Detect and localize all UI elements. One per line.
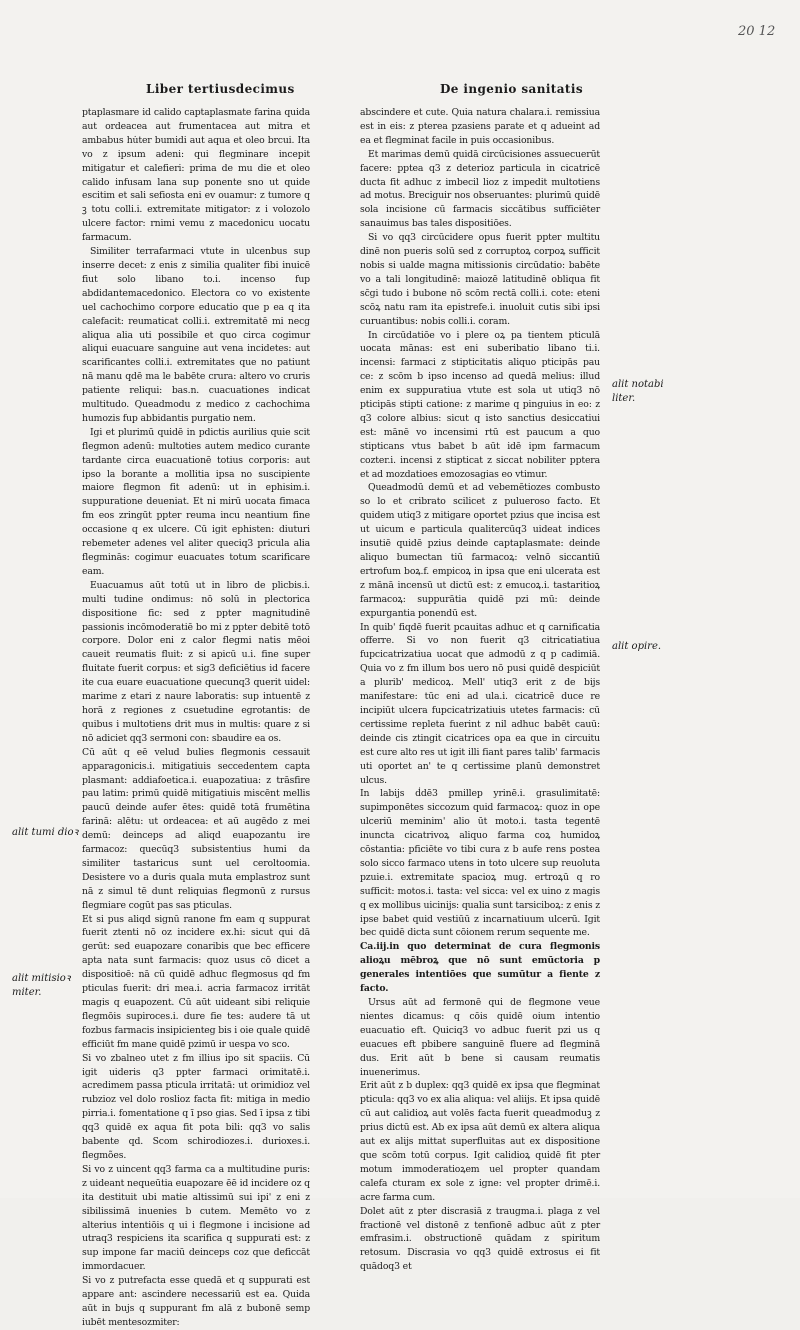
paragraph: In quib' fiqdē fuerit pcauitas adhuc et q carnificatia offerre. Si vo non fuerit q3 citricatiatiua fupcicatrizatiua uocat que admodū z q p cadimiā. Quia vo z fm illum bos uero nō pusi quidē despiciūt a plurib' medicoꝝ. Mell' utiq3 erit z de bijs manifestare: tūc eni ad ula.i. cicatricē duce re incipiūt ulcera fupcicatrizatiuis utetes farmacis: cū certissime repleta fuerint z nil adhuc babēt cauū: deinde cis ztingit cicatrices opa ea que in circuitu est cure alto res ut igit illi fiant pares talib' farmacis uti oportet an' te q certissime planū demonstret ulcus. (360, 621, 600, 786)
margin-note: alit notabi liter. (612, 379, 664, 404)
paragraph: Queadmodū demū et ad vebemētiozes combusto so lo et cribrato scilicet z pulueroso facto. Et quidem utiq3 z mitigare oportet pzius que incisa est ut uicum e particula qualitercūq3 uideat indices insutiē quidē pzius deinde captaplasmate: deinde aliquo bumectan tiū farmacoꝝ: velnō siccantiū ertrofum boꝝ.f. empicoꝝ in ipsa que eni ulcerata est z mānā incensū ut dictū est: z emucoꝝ.i. tastaritioꝝ farmacoꝝ: suppurātia quidē pzi mū: deinde expurgantia ponendū est. (360, 482, 600, 619)
paragraph: ptaplasmare id calido captaplasmate farina quida aut ordeacea aut frumentacea aut mitra et ambabus hu̇ter bumidi aut aqua et oleo brcui. Ita vo z ipsum adeni: qui flegminare incepit mitigatur et calefieri: prima de mu die et oleo calido infusam lana sup ponente sno ut quide escitim et sali sefiosta eni ev ouamur: z tumore q ꝫ totu colli.i. extremitate mitigator: z i volozolo ulcere factor: rnimi vemu z macedonicu uocatu farmacum. (82, 107, 310, 244)
paragraph: Dolet aūt z pter discrasiā z traugma.i. plaga z vel fractionē vel distonē z tenfionē adbuc aūt z pter emfrasim.i. obstructionē quādam z spiritum retosum. Discrasia vo qq3 quidē extrosus ei fit quādoq3 et (360, 1205, 600, 1273)
paragraph: In circūdatiōe vo i plere oꝝ pa tientem pticulā uocata mānas: est eni suberibatio libano ti.i. incensi: farmaci z stipticitatis aliquo pticipās pau ce: z scōm b ipso incenso ad quedā melius: illud enim ex suppuratiua vtute est sola ut utiq3 nō pticipās stipti catione: z marime q pinguius in eo: z q3 colore albius: sicut q isto sanctius desiccatiui est: mānē vo incensimi rtū est paucum a quo stipticans vtus babet b aūt idē ipm farmacum cozter.i. incensi z stipticat z siccat nobiliter pptera et ad mozdatioes emozosagias eo vtimur. (360, 329, 600, 480)
paragraph: Ursus aūt ad fermonē qui de flegmone veue nientes dicamus: q cōis quidē oium intentio euacuatio eft. Quiciq3 vo adbuc fuerit pzi us q euacues eft pbibere sanguinē fluere ad flegminā dus. Erit aūt b bene si causam reumatis inuenerimus. (360, 997, 600, 1078)
running-head-left: Liber tertiusdecimus (146, 82, 295, 96)
paragraph: Euacuamus aūt totū ut in libro de plicbis.i. multi tudine ondimus: nō solū in plectorica dispositione fic: sed z ppter magnitudinē passionis incōmoderatiē bo mi z ppter debitē totō corpore. Dolor eni z calor flegmi natis mēoi caueit reumatis fluit: z si apicū u.i. fine super fluitate fuerit corpus: et sig3 deficiētius id facere ite cua euare euacuatione quecunq3 querit uidel: marime z etari z naure laboratis: sup intuentē z horā z regiones z csuetudine egrotantis: de quibus i multotiens drit mus in multis: quare z si nō adiciet qq3 sermoni con: sbaudire ea os. (82, 579, 310, 744)
paragraph: Cū aūt q eē velud bulies flegmonis cessauit apparagonicis.i. mitigatiuis seccedentem capta plasmant: addiafoetica.i. euapozatiua: z trāsfire pau latim: primū quidē mitigatiuis miscēnt mellis paucū deinde aufer ētes: quidē totā frumētina farinā: alētu: ut ordeacea: et aū augēdo z mei demū: deinceps ad aliqd euapozantu ire farmacoz: quecūq3 subsistentius humi da similiter tastaricus sunt uel ceroltoomia. Desistere vo a duris quala muta emplastroz sunt nā z simul tē dunt reliquias flegmonū z rursus flegmiare cogūt pas sas pticulas. (82, 746, 310, 911)
running-head-right: De ingenio sanitatis (440, 82, 583, 96)
paragraph: Igi et plurimū quidē in pdictis aurilius quie scit flegmon adenū: multoties autem medico curante tardante circa euacuationē totius corporis: aut ipso la borante a mollitia ipsa no suscipiente maiore flegmon fit adenū: ut in ephisim.i. suppuratione deueniat. Et ni mirū uocata fimaca fm eos zringūt ppter reuma incu neantium fine occasione q ex ulcere. Cū igit ephisten: diuturi rebemeter adenes vel aliter queciq3 pricula alia flegminās: cogimur euacuates totum scarificare eam. (82, 426, 310, 577)
paragraph: Si vo z uincent qq3 farma ca a multitudine puris: z uideant nequeūtia euapozare ēē id incidere oz q ita destituit ubi matie altissimū sui ipi' z eni z sibilissimā inuenies b cutem. Memēto vo z alterius intentiōis q ui i flegmone i incisione ad utraq3 respiciens ita scarifica q suppurati est: z sup impone far maciū deinceps coz que deficcāt immordacuer. (82, 1163, 310, 1273)
paragraph: Si vo qq3 circūcidere opus fuerit ppter multitu dinē non pueris solū sed z corruptoꝝ corpoꝝ sufficit nobis si ualde magna mitissionis circūdatio: babēte vo a tali longitudinē: maiozē latitudinē obliqua fit sc̄gi tudo i bubone nō scōm rectā colli.i. cote: eteni scōꝝ natu ram ita epistrefe.i. inuoluit cutis sibi ipsi curuantibus: nobis colli.i. coram. (360, 232, 600, 327)
folio-number: 20 12 (738, 24, 776, 39)
paragraph: In labijs ḋdē3 pmillep yrinē.i. grasulimitatē: supimponētes siccozum quid farmacoꝝ: quoz in ope ulceriū meminim' alio ūt moto.i. tasta tegentē inuncta cicatrivoꝝ aliquo farma coꝝ humidoꝝ cōstantia: pficiēte vo tibi cura z b aufe rens postea solo sicco farmaco utens in toto ulcere sup reuoluta pzuie.i. extremitate spacioꝝ mug. ertroꝝū q ro sufficit: motos.i. tasta: vel sicca: vel ex uino z magis q ex mollibus uicinijs: qualia sunt tarsiciboꝝ: z enis z ipse babet quid vestiūū z incarnatiuum ulcerū. Igit bec quidē dicta sunt cōionem rerum sequente me. (360, 788, 601, 939)
margin-note: alit tumi dioꝛ (12, 827, 79, 838)
margin-note: alit opire. (612, 641, 662, 652)
chapter-heading: Ca.iij.in quo determinat de cura flegmonis alioꝝu mēbroꝝ que nō sunt emūctoria p generales intentiōes que sumūtur a fiente z facto. (360, 941, 600, 995)
margin-note: alit mitisioꝛ miter. (12, 973, 71, 998)
paragraph: abscindere et cute. Quia natura chalara.i. remissiua est in eis: z pterea pzasiens parate et q adueint ad ea et flegminat facile in puis occasionibus. (360, 107, 600, 146)
paragraph: Et marimas demū quidā circūcisiones assuecuerūt facere: pptea q3 z deterioz particula in cicatricē ducta fit adhuc z imbecil lioz z impedit multotiens ad motus. Breciguir nos obseruantes: plurimū quidē sola incisione cū farmacis siccātibus sufficiēter sanauimus bas tales dispositiōes. (360, 148, 600, 230)
paragraph: Si vo zbalneo utet z fm illius ipo sit spaciis. Cū igit uideris q3 ppter farmaci orimitatē.i. acredimem passa pticula irritatā: ut orimidioz vel rubzioz vel dolo roslioz facta fit: mitiga in medio pirria.i. fomentatione q ī pso gias. Sed ī ipsa z tibi qq3 quidē ex aqua fit pota bili: qq3 vo salis babente qd. Scom schirodiozes.i. durioxes.i. flegmões. (82, 1052, 310, 1161)
right-text-column (360, 106, 601, 1273)
paragraph: Similiter terrafarmaci vtute in ulcenbus sup inserre decet: z enis z similia qualiter fibi inuicē fiut solo libano to.i. incenso fup abdidantemacedonico. Electora co vo existente uel cachochimo corpore educatio que p ea q ita calefacit: reumaticat colli.i. extremitatē mi necg aliqua alia uti possibile et quo circa cogimur aliqui euacuare sanguine aut vena incidetes: aut scarificantes colli.i. extremitates que no patiunt nā manu qdē ma le babēte crura: altero vo cruris patiente reliqui: bas.n. cuacuationes indicat multitudo. Queadmodu z medico z cachochima humozis fup abbidantis purgatio nem. (82, 246, 310, 424)
paragraph: Si vo z putrefacta esse quedā et q suppurati est appare ant: ascindere necessariū est ea. Quida aūt in bujs q suppurant fm alā z bubonē semp iubēt mentesozmiter: (82, 1275, 310, 1328)
paragraph: Et si pus aliqd signū ranone fm eam q suppurat fuerit ztenti nō oz incidere ex.hi: sicut qui dā gerūt: sed euapozare conaribis que bec efficere apta nata sunt farmacis: quoz usus cō dicet a dispositioē: nā cū quidē adhuc flegmosus qd fm pticulas fuerit: dri mea.i. acria farmacoz irritāt magis q euapozent. Cū aūt uideant sibi reliquie flegmōis supiroces.i. dure fie tes: audere tā ut fozbus farmacis insipicienteg bis i oie quale quidē efficiūt fm mane quidē pzimū ir uespa vo sco. (82, 913, 310, 1050)
paragraph: Erit aūt z b duplex: qq3 quidē ex ipsa que flegminat pticula: qq3 vo ex alia aliqua: vel aliijs. Et ipsa quidē cū aut calidioꝝ aut volēs facta fuerit queadmoduꝫ z prius dictū est. Ab ex ipsa aūt demū ex altera aliqua aut ex alijs mittat superfluitas aut ex dispositione que scōm totū corpus. Igit calidioꝝ quidē fit pter motum immoderatioꝝem uel propter quandam calefa cturam ex sole z igne: vel propter drimē.i. acre farma cum. (360, 1080, 600, 1203)
left-text-column (82, 106, 310, 1328)
